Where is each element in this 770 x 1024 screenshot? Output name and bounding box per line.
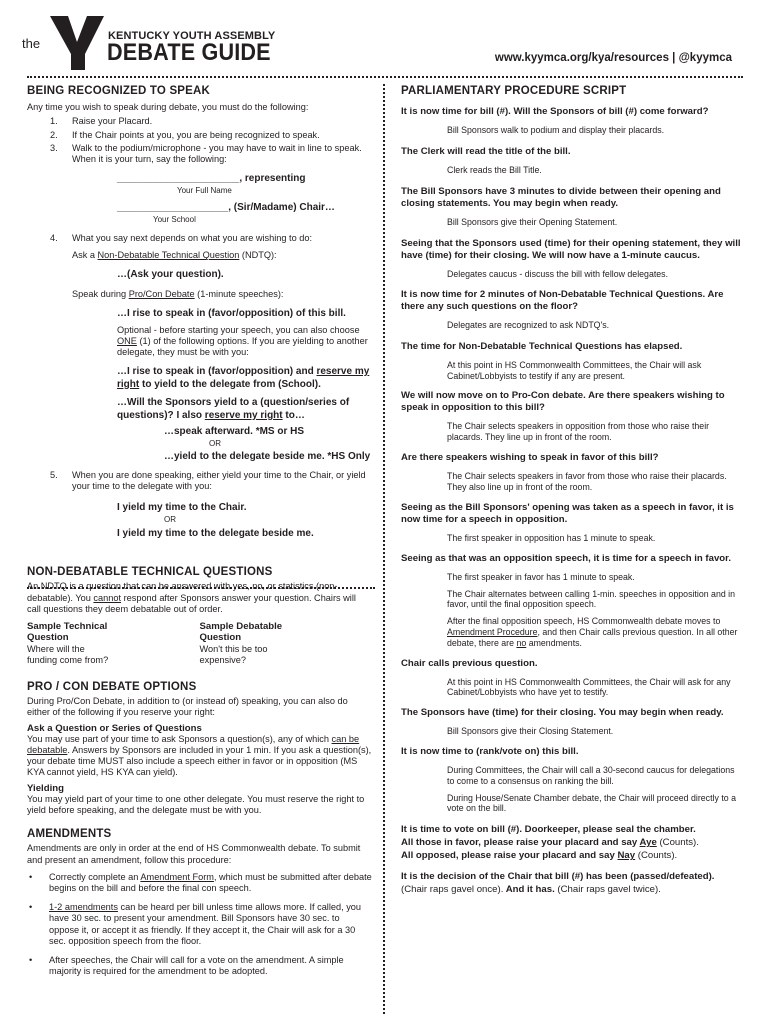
speak-afterward-say: …speak afterward. *MS or HS — [164, 425, 305, 437]
script-statement: It is time to vote on bill (#). Doorkeeper, please seal the chamber. All those in favor, please raise your placard and say Aye (Counts). All opposed, please raise your placard and say Nay (Counts). — [401, 824, 699, 862]
script-note: Delegates are recognized to ask NDTQ's. — [447, 320, 610, 331]
list-item: • 1-2 amendments can be heard per bill unless time allows more. If called, you have 30 sec. to present your amendment. Bill Sponsors have 30 sec. to oppose it, or accept it as friendly. If they accept it, the Chair will ask for a 30 sec. opposition speech from the floor. — [29, 902, 362, 946]
ymca-logo-icon — [22, 14, 112, 72]
script-statement: It is now time for bill (#). Will the Sponsors of bill (#) come forward? — [401, 106, 709, 118]
or-text: OR — [209, 438, 221, 448]
step-5 — [27, 470, 372, 492]
yielding-heading: Yielding — [27, 782, 64, 794]
amendments-list — [27, 872, 372, 978]
step-4 — [27, 233, 372, 244]
script-statement: Seeing as the Bill Sponsors' opening was taken as a speech in favor, it is now time for a speech in opposition. — [401, 501, 734, 525]
ask-question-paragraph: You may use part of your time to ask Sponsors a question(s), any of which can be debatable. Answers by Sponsors are included in your 1 min. If you ask a question(s), your debate time MUST also include a speech either in favor or in opposition (MS KYA cannot yield, HS KYA can yield). — [27, 733, 372, 778]
recognized-heading: BEING RECOGNIZED TO SPEAK — [27, 85, 211, 97]
header-links[interactable]: www.kyymca.org/kya/resources | @kyymca — [494, 52, 732, 64]
sample-questions — [27, 621, 372, 666]
yielding-paragraph: You may yield part of your time to one other delegate. You must reserve the right to yield before speaking, and the delegate must be with you. — [27, 793, 365, 815]
ndtq-paragraph: An NDTQ is a question that can be answered with yes, no, or statistics (non-debatable). You cannot respond after Sponsors answer your question. Chairs will call questions they deem debatable out of order. — [27, 581, 356, 614]
script-note: At this point in HS Commonwealth Committees, the Chair will ask for any Cabinet/Lobbyists who have yet to testify. — [447, 676, 731, 698]
logo-the-text: the — [22, 36, 41, 51]
ask-ndtq-line: Ask a Non-Debatable Technical Question (NDTQ): — [72, 250, 277, 261]
script-note: Bill Sponsors give their Opening Statement. — [447, 216, 618, 227]
list-item: 5. When you are done speaking, either yield your time to the Chair, or yield your time to the delegate with you: — [50, 470, 366, 492]
script-statement: Are there speakers wishing to speak in favor of this bill? — [401, 452, 659, 464]
name-blank: ______________________, representing — [117, 173, 306, 185]
script-heading: PARLIAMENTARY PROCEDURE SCRIPT — [401, 85, 627, 97]
left-column — [27, 86, 372, 981]
recognized-intro: Any time you wish to speak during debate, you must do the following: — [27, 102, 309, 113]
procon-paragraph: During Pro/Con Debate, in addition to (or instead of) speaking, you can also do either of the following if you reserve your right: — [27, 696, 348, 718]
technical-sample: Sample Technical Question Where will the funding come from? — [27, 621, 109, 665]
script-note: Delegates caucus - discuss the bill with fellow delegates. — [447, 268, 669, 279]
rise-say: …I rise to speak in (favor/opposition) of this bill. — [117, 307, 346, 319]
script-statement: It is now time for 2 minutes of Non-Debatable Technical Questions. Are there any such questions on the floor? — [401, 289, 724, 313]
optional-text: Optional - before starting your speech, you can also choose ONE (1) of the following options. If you are yielding to another delegate, they must be with you: — [117, 325, 368, 358]
script-note: Clerk reads the Bill Title. — [447, 165, 542, 175]
script-statement: The Clerk will read the title of the bill. — [401, 146, 571, 157]
school-blank: ____________________, (Sir/Madame) Chair… — [117, 201, 335, 213]
script-statement: It is now time to (rank/vote on) this bill. — [401, 745, 579, 757]
list-item: • After speeches, the Chair will call for a vote on the amendment. A simple majority is required for the amendment to be adopted. — [29, 954, 344, 977]
script-note: At this point in HS Commonwealth Committees, the Chair will ask Cabinet/Lobbyists to testify if any are present. — [447, 360, 702, 381]
org-name: KENTUCKY YOUTH ASSEMBLY — [108, 30, 276, 42]
steps-list — [27, 116, 372, 165]
procon-heading: PRO / CON DEBATE OPTIONS — [27, 680, 197, 693]
script-statement: The time for Non-Debatable Technical Questions has elapsed. — [401, 341, 683, 353]
reserve-say: …I rise to speak in (favor/opposition) and reserve my right to yield to the delegate from (School). — [117, 365, 370, 390]
page-title: DEBATE GUIDE — [107, 39, 271, 66]
header — [0, 0, 770, 78]
script-note: The Chair selects speakers in opposition from those who raise their placards. They line up in front of the room. — [447, 420, 710, 442]
ask-question-heading: Ask a Question or Series of Questions — [27, 722, 202, 734]
list-item: 4. What you say next depends on what you are wishing to do: — [50, 233, 313, 244]
list-item: 3. Walk to the podium/microphone - you may have to wait in line to speak. When it is your turn, say the following: — [50, 142, 362, 165]
yield-beside-say: …yield to the delegate beside me. *HS Only — [164, 451, 371, 463]
script-note: The Chair selects speakers in favor from those who raise their placards. They also line up in front of the room. — [447, 471, 727, 493]
script-note: The first speaker in opposition has 1 minute to speak. — [447, 532, 656, 543]
script-statement: The Sponsors have (time) for their closing. You may begin when ready. — [401, 707, 724, 719]
yield-question-say: …Will the Sponsors yield to a (question/series of questions)? I also reserve my right to… — [117, 396, 350, 421]
yield-delegate-say: I yield my time to the delegate beside me. — [117, 528, 314, 540]
ask-question-say: …(Ask your question). — [117, 269, 224, 281]
script-statement: We will now move on to Pro-Con debate. Are there speakers wishing to speak in opposition to this bill? — [401, 389, 725, 413]
script-note: The first speaker in favor has 1 minute to speak. — [447, 571, 635, 582]
script-note: After the final opposition speech, HS Commonwealth debate moves to Amendment Procedure, and then Chair calls previous question. In all other debate, there are no amendments. — [447, 616, 738, 648]
script-statement: Seeing as that was an opposition speech, it is time for a speech in favor. — [401, 552, 732, 564]
column-divider — [383, 84, 385, 1014]
list-item: 2. If the Chair points at you, you are being recognized to speak. — [50, 129, 320, 140]
speak-procon-line: Speak during Pro/Con Debate (1-minute speeches): — [72, 288, 284, 299]
script-note: During Committees, the Chair will call a 30-second caucus for delegations to come to a consensus on ranking the bill. — [447, 764, 735, 786]
school-caption: Your School — [153, 214, 196, 224]
script-note: Bill Sponsors walk to podium and display their placards. — [447, 125, 665, 136]
script-statement: Seeing that the Sponsors used (time) for their opening statement, they will have (time) for their closing. We will now have a 1-minute caucus. — [401, 237, 741, 261]
or-text: OR — [164, 514, 176, 524]
list-item: • Correctly complete an Amendment Form, which must be submitted after debate begins on the bill and before the final con speech. — [29, 871, 372, 893]
script-statement: The Bill Sponsors have 3 minutes to divide between their opening and closing statements. You may begin when ready. — [401, 185, 721, 209]
script-statement: It is the decision of the Chair that bill (#) has been (passed/defeated). (Chair raps gavel once). And it has. (Chair raps gavel twice). — [401, 871, 715, 896]
name-caption: Your Full Name — [177, 186, 232, 196]
ndtq-heading: NON-DEBATABLE TECHNICAL QUESTIONS — [27, 566, 273, 579]
header-divider — [27, 76, 743, 78]
debatable-sample: Sample Debatable Question Won't this be too expensive? — [199, 621, 283, 665]
amendments-heading: AMENDMENTS — [27, 828, 112, 841]
list-item: 1. Raise your Placard. — [50, 116, 153, 127]
yield-chair-say: I yield my time to the Chair. — [117, 501, 247, 513]
script-note: Bill Sponsors give their Closing Statement. — [447, 726, 614, 737]
amendments-paragraph: Amendments are only in order at the end of HS Commonwealth debate. To submit and present an amendment, follow this procedure: — [27, 843, 361, 865]
right-column — [401, 86, 741, 896]
script-note: During House/Senate Chamber debate, the Chair will proceed directly to a vote on the bill. — [447, 792, 736, 814]
script-note: The Chair alternates between calling 1-min. speeches in opposition and in favor, until the final opposition speech. — [447, 588, 736, 610]
script-statement: Chair calls previous question. — [401, 657, 538, 669]
